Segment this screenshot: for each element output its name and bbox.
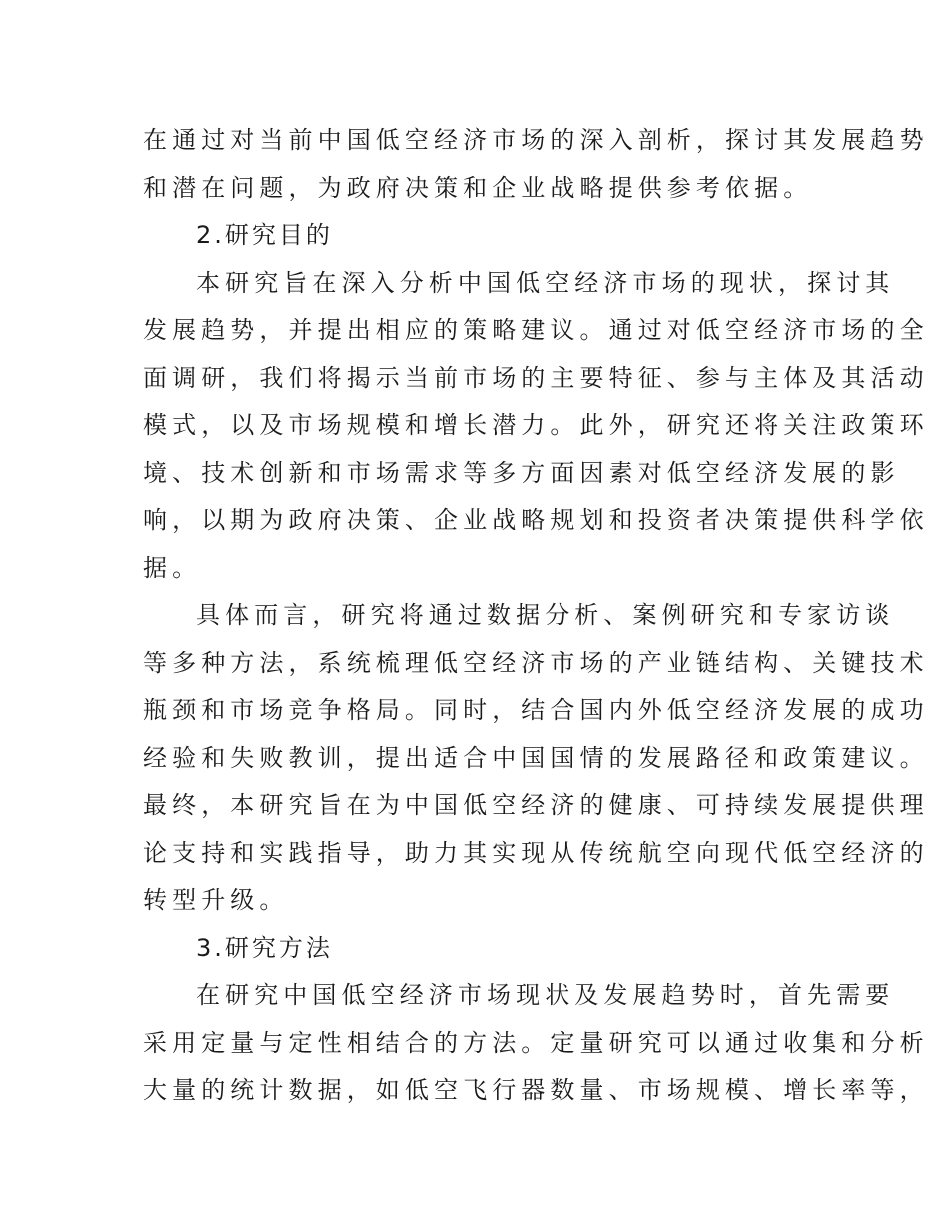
paragraph-line: 瓶颈和市场竞争格局。同时，结合国内外低空经济发展的成功	[143, 696, 929, 724]
paragraph-line: 在通过对当前中国低空经济市场的深入剖析，探讨其发展趋势	[143, 126, 929, 154]
paragraph-line: 采用定量与定性相结合的方法。定量研究可以通过收集和分析	[143, 1029, 929, 1057]
paragraph-line: 本研究旨在深入分析中国低空经济市场的现状，探讨其	[196, 269, 895, 297]
paragraph-line: 经验和失败教训，提出适合中国国情的发展路径和政策建议。	[143, 744, 929, 772]
paragraph-line: 最终，本研究旨在为中国低空经济的健康、可持续发展提供理	[143, 791, 929, 819]
section-heading-research-purpose: 2.研究目的	[196, 221, 333, 249]
paragraph-line: 在研究中国低空经济市场现状及发展趋势时，首先需要	[196, 981, 895, 1009]
paragraph-line: 响，以期为政府决策、企业战略规划和投资者决策提供科学依	[143, 506, 929, 534]
paragraph-line: 转型升级。	[143, 886, 289, 914]
paragraph-line: 模式，以及市场规模和增长潜力。此外，研究还将关注政策环	[143, 411, 929, 439]
paragraph-line: 大量的统计数据，如低空飞行器数量、市场规模、增长率等，	[143, 1076, 929, 1104]
paragraph-line: 据。	[143, 554, 202, 582]
paragraph-line: 论支持和实践指导，助力其实现从传统航空向现代低空经济的	[143, 839, 929, 867]
paragraph-line: 发展趋势，并提出相应的策略建议。通过对低空经济市场的全	[143, 316, 929, 344]
paragraph-line: 等多种方法，系统梳理低空经济市场的产业链结构、关键技术	[143, 649, 929, 677]
section-heading-research-methods: 3.研究方法	[196, 934, 333, 962]
paragraph-line: 境、技术创新和市场需求等多方面因素对低空经济发展的影	[143, 459, 900, 487]
paragraph-line: 具体而言，研究将通过数据分析、案例研究和专家访谈	[196, 601, 895, 629]
paragraph-line: 和潜在问题，为政府决策和企业战略提供参考依据。	[143, 174, 813, 202]
paragraph-line: 面调研，我们将揭示当前市场的主要特征、参与主体及其活动	[143, 364, 929, 392]
